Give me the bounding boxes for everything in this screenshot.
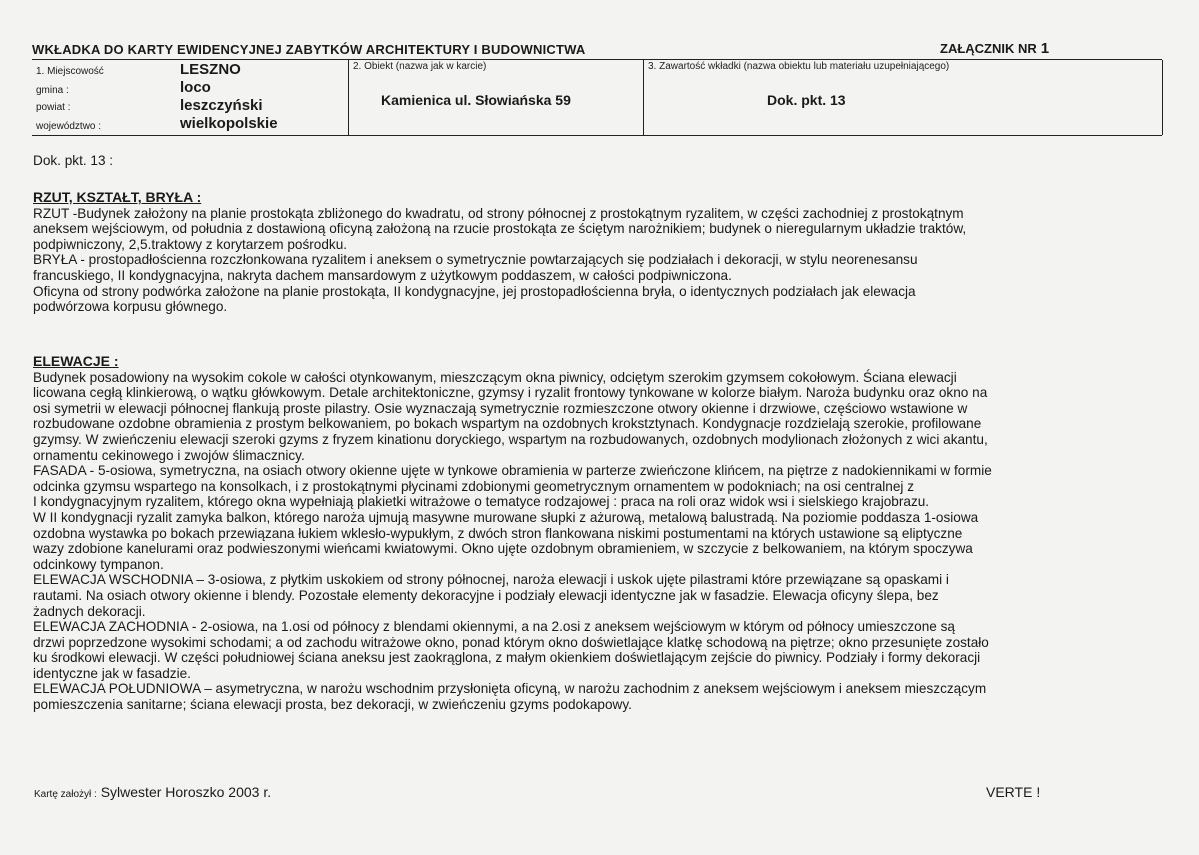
text-line: RZUT -Budynek założony na planie prostokąta zbliżonego do kwadratu, od strony północnej z prostokątnym ryzalitem, w części zachodniej z prostokątnym: [33, 205, 964, 221]
doc-reference: Dok. pkt. 13 :: [33, 153, 114, 168]
text-line: odcinkowy tympanon.: [33, 556, 164, 572]
text-line: W II kondygnacji ryzalit zamyka balkon, którego naroża ujmują masywne murowane słupki z ażurową, metalową balustradą. Na poziomie poddasza 1-osiowa: [33, 509, 979, 525]
text-line: ornamentu cekinowego i zwojów ślimacznicy.: [33, 447, 305, 463]
author-value: Sylwester Horoszko 2003 r.: [100, 784, 272, 800]
text-line: I kondygnacyjnym ryzalitem, którego okna wypełniają plakietki witrażowe o tematyce rodzajowej : praca na roli oraz widok wsi i sielskiego krajobrazu.: [33, 494, 930, 510]
annex-number: 1: [1040, 40, 1050, 57]
voivodeship-value: wielkopolskie: [180, 115, 278, 132]
text-line: ku środkowi elewacji. W części południowej ściana aneksu jest zaokrąglona, z małym okienkiem doświetlającym zejście do piwnicy. Podziały i formy dekoracji: [33, 650, 981, 666]
section-elewacje: [33, 354, 1173, 713]
text-line: wazy zdobione kanelurami oraz podwieszonymi wieńcami kwiatowymi. Okno ujęte ozdobnym obramieniem, w szczycie z belkowaniem, na którym spoczywa: [33, 541, 973, 557]
text-line: ELEWACJA POŁUDNIOWA – asymetryczna, w narożu wschodnim przysłonięta oficyną, w narożu zachodnim z aneksem wejściowym i aneksem mieszczącym: [33, 681, 987, 697]
box-divider-1: [348, 60, 349, 135]
box2-label: 2. Obiekt (nazwa jak w karcie): [353, 61, 487, 72]
text-line: drzwi poprzedzone wysokimi schodami; a od zachodu witrażowe okno, ponad którym okno doświetlające klatkę schodową na piętrze; okno przesunięte zostało: [33, 634, 989, 650]
author-label: Kartę założył :: [34, 789, 97, 800]
text-line: ozdobna wystawka po bokach przewiązana łukiem wklesło-wypukłym, z dwóch stron flankowana niskimi postumentami na których ustawione są eliptyczne: [33, 525, 963, 541]
text-line: podwórzowa korpusu głównego.: [33, 299, 228, 315]
text-line: ELEWACJA ZACHODNIA - 2-osiowa, na 1.osi od północy z blendami okiennymi, a na 2.osi z aneksem wejściowym w którym od północy umieszczone są: [33, 619, 955, 635]
text-line: rozbudowane ozdobne obramienia z prostym belkowaniem, po bokach wspartym na ozdobnych krokstztynach. Kondygnacje rozdzielają szerokie, profilowane: [33, 416, 982, 432]
commune-value: loco: [180, 79, 211, 96]
text-line: gzymsy. W zwieńczeniu elewacji szeroki gzyms z fryzem kinationu doryckiego, wspartym na rozbudowanych, ozdobnych modylionach złożonych z wici akantu,: [33, 431, 988, 447]
text-line: licowana cegłą klinkierową, o wątku główkowym. Detale architektoniczne, gzymsy i ryzalit frontowy tynkowane w kolorze białym. Naroża budynku oraz okno na: [33, 385, 988, 401]
section-elewacje-heading: ELEWACJE :: [33, 353, 119, 369]
footer-author: [34, 784, 271, 800]
text-line: Oficyna od strony podwórka założone na planie prostokąta, II kondygnacyjne, jej prostopadłościenna bryła, o identycznych podziałach jak elewacja: [33, 283, 916, 299]
voivodeship-label: województwo :: [36, 121, 102, 132]
annex-label-text: ZAŁĄCZNIK NR: [940, 41, 1037, 56]
text-line: ELEWACJA WSCHODNIA – 3-osiowa, z płytkim uskokiem od strony północnej, naroża elewacji i uskok ujęte pilastrami które przewiązane są opaskami i: [33, 572, 949, 588]
text-line: pomieszczenia sanitarne; ściana elewacji prosta, bez dekoracji, w zwieńczeniu gzyms podokapowy.: [33, 697, 632, 713]
section-rzut-heading: RZUT, KSZTAŁT, BRYŁA :: [33, 189, 202, 205]
locality-value: LESZNO: [180, 61, 241, 78]
section-rzut: [33, 190, 1173, 315]
verte-label: VERTE !: [986, 784, 1041, 800]
section-elewacje-body: [33, 370, 1173, 713]
text-line: odcinka gzymsu wspartego na konsolkach, i z prostokątnymi płycinami zdobionymi geometrycznym ornamentem w podokniach; na osi centralnej z: [33, 478, 914, 494]
box3-label: 3. Zawartość wkładki (nazwa obiektu lub materiału uzupełniającego): [648, 61, 950, 72]
text-line: osi symetrii w elewacji północnej flankują proste pilastry. Osie wyznaczają symetrycznie rozmieszczone otwory okienne i drzwiowe, częściowo wstawione w: [33, 400, 968, 416]
box-divider-3: [1162, 60, 1163, 135]
text-line: francuskiego, II kondygnacyjna, nakryta dachem mansardowym z użytkowym poddaszem, w całości podpiwniczona.: [33, 267, 732, 283]
header-top-rule: [32, 59, 1162, 60]
text-line: rautami. Na osiach otwory okienne i blendy. Pozostałe elementy dekoracyjne i podziały elewacji identyczne jak w fasadzie. Elewacja oficyny ślepa, bez: [33, 587, 939, 603]
commune-label: gmina :: [36, 85, 69, 96]
object-name: Kamienica ul. Słowiańska 59: [381, 92, 571, 108]
county-value: leszczyński: [180, 97, 263, 114]
text-line: Budynek posadowiony na wysokim cokole w całości otynkowanym, mieszczącym okna piwnicy, odciętym szerokim gzymsem cokołowym. Ściana elewacji: [33, 369, 957, 385]
text-line: aneksem wejściowym, od południa z dostawioną oficyną założoną na rzucie prostokąta ze ściętym narożnikiem; budynek o nieregularnym układzie traktów,: [33, 221, 967, 237]
box1-label: 1. Miejscowość: [36, 66, 104, 77]
text-line: żadnych dekoracji.: [33, 603, 146, 619]
insert-content: Dok. pkt. 13: [767, 92, 846, 108]
county-label: powiat :: [36, 102, 71, 113]
annex-label: [940, 40, 1049, 57]
section-rzut-body: [33, 206, 1173, 315]
text-line: identyczne jak w fasadzie.: [33, 665, 191, 681]
text-line: podpiwniczony, 2,5.traktowy z korytarzem pośrodku.: [33, 236, 348, 252]
document-title: WKŁADKA DO KARTY EWIDENCYJNEJ ZABYTKÓW ARCHITEKTURY I BUDOWNICTWA: [32, 42, 586, 57]
box-divider-2: [643, 60, 644, 135]
text-line: BRYŁA - prostopadłościenna rozczłonkowana ryzalitem i aneksem o symetrycznie powtarzających się podziałach i dekoracji, w stylu neorenesansu: [33, 252, 918, 268]
text-line: FASADA - 5-osiowa, symetryczna, na osiach otwory okienne ujęte w tynkowe obramienia w parterze zwieńczone klińcem, na piętrze z nadokiennikami w formie: [33, 463, 992, 479]
header-bottom-rule: [32, 135, 1162, 136]
